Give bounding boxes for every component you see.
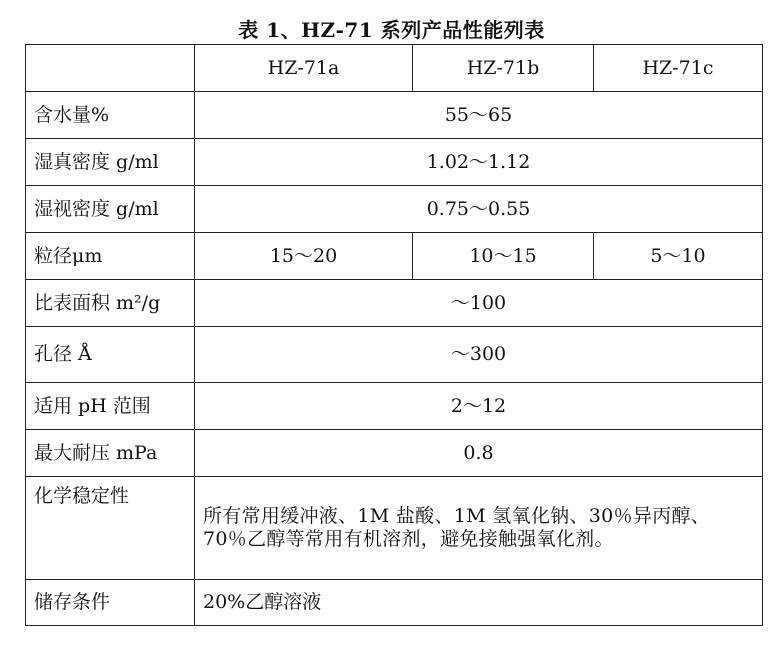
- row-value: 55～65: [195, 92, 763, 139]
- header-cell-hz71a: HZ-71a: [195, 45, 413, 92]
- header-cell-empty: [26, 45, 195, 92]
- row-label: 湿真密度 g/ml: [26, 139, 195, 186]
- row-value-hz71c: 5～10: [594, 233, 763, 280]
- row-label: 含水量%: [26, 92, 195, 139]
- row-value: 20%乙醇溶液: [195, 580, 763, 626]
- table-row-particle-size: [26, 233, 763, 280]
- row-value: 2～12: [195, 383, 763, 430]
- table-row-max-pressure: [26, 430, 763, 477]
- row-label: 粒径μm: [26, 233, 195, 280]
- table-row-storage: [26, 580, 763, 626]
- table-row-wet-apparent-density: [26, 186, 763, 233]
- row-label: 比表面积 m²/g: [26, 280, 195, 327]
- row-value-hz71b: 10～15: [413, 233, 594, 280]
- product-spec-table: [25, 44, 763, 626]
- row-value-hz71a: 15～20: [195, 233, 413, 280]
- header-cell-hz71c: HZ-71c: [594, 45, 763, 92]
- row-value: 所有常用缓冲液、1M 盐酸、1M 氢氧化钠、30％异丙醇、70％乙醇等常用有机溶剂，避免接触强氧化剂。: [195, 477, 763, 580]
- row-label: 化学稳定性: [26, 477, 195, 580]
- row-value: ～300: [195, 327, 763, 383]
- row-label: 最大耐压 mPa: [26, 430, 195, 477]
- row-label: 适用 pH 范围: [26, 383, 195, 430]
- table-row-chemical-stability: [26, 477, 763, 580]
- row-value: 0.8: [195, 430, 763, 477]
- table-row-surface-area: [26, 280, 763, 327]
- table-row-pore-size: [26, 327, 763, 383]
- table-row-ph-range: [26, 383, 763, 430]
- header-cell-hz71b: HZ-71b: [413, 45, 594, 92]
- table-header-row: [26, 45, 763, 92]
- row-label: 孔径 Å: [26, 327, 195, 383]
- row-value: 1.02～1.12: [195, 139, 763, 186]
- table-title: 表 1、HZ-71 系列产品性能列表: [238, 18, 545, 42]
- row-value: 0.75～0.55: [195, 186, 763, 233]
- row-label: 湿视密度 g/ml: [26, 186, 195, 233]
- row-label: 储存条件: [26, 580, 195, 626]
- table-row-wet-true-density: [26, 139, 763, 186]
- row-value: ～100: [195, 280, 763, 327]
- table-row-water-content: [26, 92, 763, 139]
